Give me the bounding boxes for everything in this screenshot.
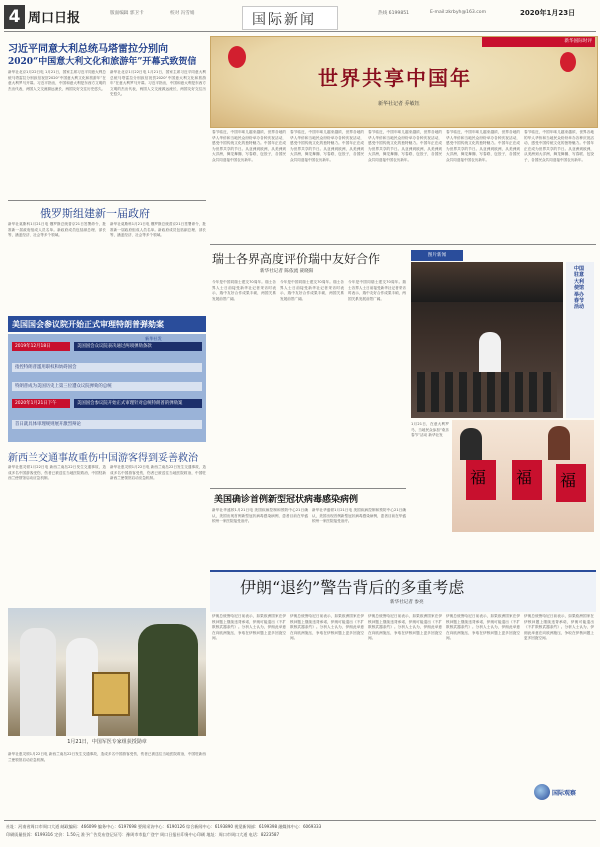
email: E-mail:zkrbyh@163.com	[430, 10, 487, 15]
paper-logo: 周口日报	[28, 11, 81, 26]
timeline-text: 特朗普成为美国历史上第三位遭众议院弹劾的总统	[12, 382, 202, 391]
world-body-4: 春节临近，中国年味儿越来越浓，世界各地的华人华侨和当地民众纷纷举办各种庆祝活动，感受中国传统文化的独特魅力。中国年正在成为世界共享的节日。从亚洲到欧洲，从美洲到大洋洲，舞龙舞狮、写春联、包饺子，各国民众共同迎接中国农历新年。	[446, 130, 520, 162]
officer-figure-1	[20, 628, 56, 736]
timeline-date: 2019年12月18日	[12, 342, 70, 351]
section-title: 国际新闻	[252, 12, 316, 28]
nz-body: 新华社惠灵顿1月22日电 新西兰南岛22日发生交通事故，造成多名中国游客受伤，伤者已被送往当地医院救治，中国驻新西兰使领馆启动应急机制。	[8, 465, 106, 481]
timeline-text: 美国国会参议院开始正式审理针对总统特朗普的弹劾案	[74, 399, 202, 408]
russia-headline: 俄罗斯组建新一届政府	[40, 207, 150, 220]
masthead-rule	[4, 31, 596, 32]
orchestra-row	[417, 372, 557, 412]
person-2	[548, 426, 570, 460]
person-1	[460, 428, 482, 460]
xi-headline-2: 2020“中国意大利文化和旅游年”开幕式致贺信	[8, 57, 197, 67]
rule-virus	[210, 488, 406, 489]
world-byline: 新华社记者 乔敏钰	[378, 101, 420, 107]
world-body-1: 春节临近，中国年味儿越来越浓，世界各地的华人华侨和当地民众纷纷举办各种庆祝活动，感受中国传统文化的独特魅力。中国年正在成为世界共享的节日。从亚洲到欧洲，从美洲到大洋洲，舞龙舞狮、写春联、包饺子，各国民众共同迎接中国农历新年。	[212, 130, 286, 162]
swiss-body-3: 今年是中国同瑞士建交70周年。瑞士各界人士日前接受新华社记者采访时表示，瑞中友好合作成果丰硕，两国关系发展前景广阔。	[348, 280, 406, 301]
timeline-text: 指控特朗普滥用职权和妨碍国会	[12, 363, 202, 372]
iran-body-2: 伊朗总统鲁哈尼日前表示，如果欧洲国家在伊核问题上继续违背承诺，伊朗可能退出《不扩散核武器条约》。分析人士认为，伊朗此举意在向欧洲施压，争取在伊核问题上更多回旋空间。	[290, 614, 364, 641]
rule-xi	[8, 200, 206, 201]
timeline-text: 首日就具体审理规则展开激烈辩论	[12, 420, 202, 429]
us-headline: 美国国会参议院开始正式审理特朗普弹劾案	[12, 319, 164, 329]
iran-body-4: 伊朗总统鲁哈尼日前表示，如果欧洲国家在伊核问题上继续违背承诺，伊朗可能退出《不扩散核武器条约》。分析人士认为，伊朗此举意在向欧洲施压，争取在伊核问题上更多回旋空间。	[446, 614, 520, 641]
concert-photo	[411, 262, 563, 418]
banner-lantern-right	[560, 52, 576, 72]
badge-comment: 新华国际时评	[482, 37, 595, 47]
world-headline: 世界共享中国年	[318, 66, 472, 90]
officer-figure-3	[138, 624, 198, 736]
military-caption: 1月21日，中国军医专家组获授勋章	[67, 739, 147, 745]
footer-line-1: 社址：河南省周口市周口大道 邮政编码：466099 编务中心：6197698 要闻采访中心：6190126 综合新闻中心：6193890 视觉新闻部：6199398 融媒体中心：6069333	[6, 824, 322, 829]
virus-headline: 美国确诊首例新型冠状病毒感染病例	[214, 495, 359, 505]
globe-icon	[534, 784, 550, 800]
vertical-caption: 中国驻意大利使馆举办春节活动	[574, 266, 585, 311]
russia-body: 新华社莫斯科1月21日电 俄罗斯总统普京21日签署命令，批准新一届政府组成人员名单。新政府成员包括副总理、部长等，涵盖经济、社会等多个领域。	[8, 222, 106, 238]
timeline-tag: 新华社发	[145, 336, 162, 341]
world-body-5: 春节临近，中国年味儿越来越浓，世界各地的华人华侨和当地民众纷纷举办各种庆祝活动，感受中国传统文化的独特魅力。中国年正在成为世界共享的节日。从亚洲到欧洲，从美洲到大洋洲，舞龙舞狮、写春联、包饺子，各国民众共同迎接中国农历新年。	[524, 130, 594, 162]
intl-watch-label: 国际观察	[552, 790, 577, 797]
iran-headline: 伊朗“退约”警告背后的多重考虑	[240, 578, 465, 597]
world-body-2: 春节临近，中国年味儿越来越浓，世界各地的华人华侨和当地民众纷纷举办各种庆祝活动，感受中国传统文化的独特魅力。中国年正在成为世界共享的节日。从亚洲到欧洲，从美洲到大洋洲，舞龙舞狮、写春联、包饺子，各国民众共同迎接中国农历新年。	[290, 130, 364, 162]
fu-glyph-2: 福	[516, 468, 533, 487]
issue-date: 2020年1月23日	[520, 9, 576, 17]
rule-world	[210, 244, 596, 245]
military-photo	[8, 608, 206, 736]
editor-mid: 校对 冯雪娟	[170, 11, 195, 16]
certificate-frame	[92, 672, 130, 716]
swiss-body-1: 今年是中国同瑞士建交70周年。瑞士各界人士日前接受新华社记者采访时表示，瑞中友好合作成果丰硕，两国关系发展前景广阔。	[212, 280, 276, 301]
calligraphy-caption: 1月21日，在意大利罗马，当地民众参加“欢乐春节”活动 新华社发	[411, 422, 449, 438]
iran-body-5: 伊朗总统鲁哈尼日前表示，如果欧洲国家在伊核问题上继续违背承诺，伊朗可能退出《不扩散核武器条约》。分析人士认为，伊朗此举意在向欧洲施压，争取在伊核问题上更多回旋空间。	[524, 614, 594, 641]
swiss-headline: 瑞士各界高度评价瑞中友好合作	[212, 252, 381, 266]
fu-glyph-3: 福	[560, 471, 577, 490]
iran-byline: 新华社记者 参亮	[390, 600, 424, 605]
editor-left: 版面编辑 郭卫卡	[110, 11, 144, 16]
timeline-text: 美国国会众议院表决通过两项弹劾条款	[74, 342, 202, 351]
virus-body-2: 新华社华盛顿1月21日电 美国疾病控制和预防中心21日确认，美国出现首例新型冠状病毒感染病例，患者目前在华盛顿州一家医院接受治疗。	[312, 508, 406, 524]
world-body-3: 春节临近，中国年味儿越来越浓，世界各地的华人华侨和当地民众纷纷举办各种庆祝活动，感受中国传统文化的独特魅力。中国年正在成为世界共享的节日。从亚洲到欧洲，从美洲到大洋洲，舞龙舞狮、写春联、包饺子，各国民众共同迎接中国农历新年。	[368, 130, 442, 162]
military-caption-body: 新华社惠灵顿1月22日电 新西兰南岛22日发生交通事故，造成多名中国游客受伤，伤者已被送往当地医院救治，中国驻新西兰使领馆启动应急机制。	[8, 752, 206, 762]
iran-body-3: 伊朗总统鲁哈尼日前表示，如果欧洲国家在伊核问题上继续违背承诺，伊朗可能退出《不扩散核武器条约》。分析人士认为，伊朗此举意在向欧洲施压，争取在伊核问题上更多回旋空间。	[368, 614, 442, 641]
nz-body-col2: 新华社惠灵顿1月22日电 新西兰南岛22日发生交通事故，造成多名中国游客受伤，伤者已被送往当地医院救治，中国驻新西兰使领馆启动应急机制。	[110, 465, 206, 481]
footer-rule	[4, 820, 596, 821]
timeline-date: 2020年1月21日下午	[12, 399, 70, 408]
fu-glyph-1: 福	[470, 468, 487, 487]
iran-body-1: 伊朗总统鲁哈尼日前表示，如果欧洲国家在伊核问题上继续违背承诺，伊朗可能退出《不扩散核武器条约》。分析人士认为，伊朗此举意在向欧洲施压，争取在伊核问题上更多回旋空间。	[212, 614, 286, 641]
hotline: 热线 6199851	[378, 11, 410, 16]
nz-headline: 新西兰交通事故重伤中国游客得到妥善救治	[8, 453, 198, 464]
russia-body-col2: 新华社莫斯科1月21日电 俄罗斯总统普京21日签署命令，批准新一届政府组成人员名单。新政府成员包括副总理、部长等，涵盖经济、社会等多个领域。	[110, 222, 206, 238]
xi-body: 新华社北京1月22日电 1月21日，国家主席习近平同意大利总统马塔雷拉分别致信祝贺2020“中国意大利文化和旅游年”在意大利罗马开幕。习近平指出，中国和意大利是东西方文明的杰出代表，两国人文交流源远流长，两国友好交往历史悠久。	[8, 70, 106, 91]
banner-lantern-left	[228, 46, 246, 68]
xi-body-col2: 新华社北京1月22日电 1月21日，国家主席习近平同意大利总统马塔雷拉分别致信祝贺2020“中国意大利文化和旅游年”在意大利罗马开幕。习近平指出，中国和意大利是东西方文明的杰出代表，两国人文交流源远流长，两国友好交往历史悠久。	[110, 70, 206, 97]
swiss-body-2: 今年是中国同瑞士建交70周年。瑞士各界人士日前接受新华社记者采访时表示，瑞中友好合作成果丰硕，两国关系发展前景广阔。	[280, 280, 344, 301]
xi-headline-1: 习近平同意大利总统马塔雷拉分别向	[8, 44, 168, 55]
swiss-byline: 新华社记者 陈依流 聂晓阳	[260, 269, 314, 274]
footer-line-2: 印刷质量投诉：6199316 定价：1.50元 准予广告发布登记证号：豫周市市监广登字 周口日报社印务中心印刷 地址：周口市周口大道 电话：8223587	[6, 832, 280, 837]
photo-news-ribbon: 图片新闻	[411, 250, 463, 261]
page-number-box: 4	[4, 5, 25, 29]
stage-light	[411, 262, 563, 302]
virus-body-1: 新华社华盛顿1月21日电 美国疾病控制和预防中心21日确认，美国出现首例新型冠状病毒感染病例，患者目前在华盛顿州一家医院接受治疗。	[212, 508, 308, 524]
